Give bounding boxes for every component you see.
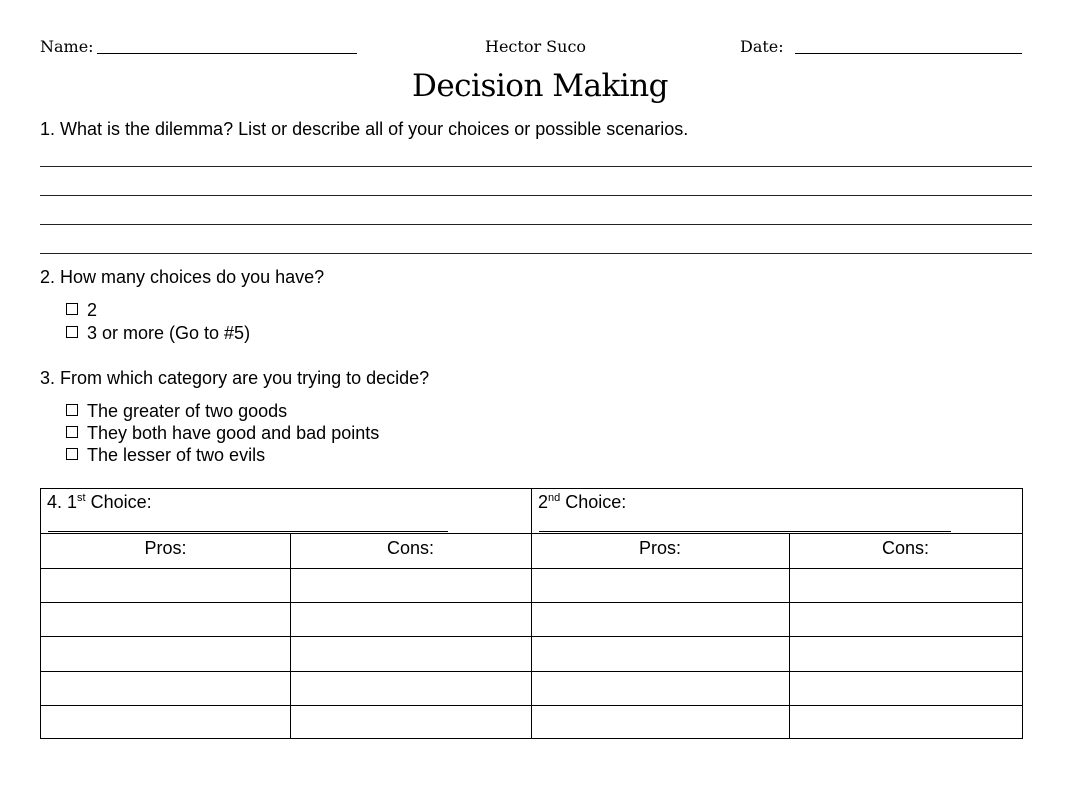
question-2: 2. How many choices do you have? xyxy=(40,267,325,287)
q2-option-three-or-more[interactable] xyxy=(66,322,250,344)
table-cell[interactable] xyxy=(41,705,290,738)
name-blank[interactable] xyxy=(97,53,357,54)
answer-line-4[interactable] xyxy=(40,253,1032,254)
q3-option-lesser-evil[interactable] xyxy=(66,444,265,466)
checkbox[interactable] xyxy=(66,426,78,438)
choice-2-sup: nd xyxy=(548,492,561,504)
question-1: 1. What is the dilemma? List or describe all of your choices or possible scenarios. xyxy=(40,119,689,139)
answer-line-1[interactable] xyxy=(40,166,1032,167)
page-title: Decision Making xyxy=(411,68,668,104)
name-label: Name: xyxy=(40,37,94,56)
table-cell[interactable] xyxy=(531,568,789,602)
cons-header-choice-1: Cons: xyxy=(386,538,435,558)
option-label: The lesser of two evils xyxy=(87,445,266,465)
table-cell[interactable] xyxy=(41,568,290,602)
q3-option-greater-good[interactable] xyxy=(66,400,287,422)
table-cell[interactable] xyxy=(789,568,1022,602)
choice-1-blank[interactable] xyxy=(48,531,448,532)
table-cell[interactable] xyxy=(789,705,1022,738)
table-cell[interactable] xyxy=(531,705,789,738)
option-label: They both have good and bad points xyxy=(87,423,380,443)
option-label: The greater of two goods xyxy=(87,401,288,421)
choice-2-prefix: 2 xyxy=(538,492,549,512)
choice-2-label xyxy=(538,491,626,513)
table-cell[interactable] xyxy=(290,671,531,705)
table-cell[interactable] xyxy=(41,602,290,636)
checkbox[interactable] xyxy=(66,326,78,338)
table-cell[interactable] xyxy=(531,636,789,671)
table-cell[interactable] xyxy=(290,568,531,602)
pros-cons-table xyxy=(40,488,1023,739)
pros-header-choice-1: Pros: xyxy=(144,538,187,558)
table-cell[interactable] xyxy=(531,602,789,636)
table-cell[interactable] xyxy=(789,636,1022,671)
table-cell[interactable] xyxy=(789,671,1022,705)
table-cell[interactable] xyxy=(290,636,531,671)
choice-2-blank[interactable] xyxy=(539,531,951,532)
q3-option-good-and-bad[interactable] xyxy=(66,422,379,444)
choice-1-prefix: 4. 1 xyxy=(47,492,78,512)
checkbox[interactable] xyxy=(66,404,78,416)
pros-header-choice-2: Pros: xyxy=(638,538,681,558)
table-cell[interactable] xyxy=(789,602,1022,636)
option-label: 3 or more (Go to #5) xyxy=(87,323,251,343)
question-3: 3. From which category are you trying to decide? xyxy=(40,368,430,388)
date-blank[interactable] xyxy=(795,53,1022,54)
author-name: Hector Suco xyxy=(485,37,587,56)
checkbox[interactable] xyxy=(66,303,78,315)
q2-option-two[interactable] xyxy=(66,299,97,321)
checkbox[interactable] xyxy=(66,448,78,460)
choice-1-suffix: Choice: xyxy=(85,492,152,512)
table-cell[interactable] xyxy=(290,705,531,738)
cons-header-choice-2: Cons: xyxy=(881,538,930,558)
table-cell[interactable] xyxy=(41,671,290,705)
date-label: Date: xyxy=(740,37,784,56)
choice-1-sup: st xyxy=(77,492,86,504)
answer-line-2[interactable] xyxy=(40,195,1032,196)
answer-line-3[interactable] xyxy=(40,224,1032,225)
choice-2-suffix: Choice: xyxy=(560,492,627,512)
table-cell[interactable] xyxy=(290,602,531,636)
table-cell[interactable] xyxy=(41,636,290,671)
choice-1-label xyxy=(47,491,152,513)
table-cell[interactable] xyxy=(531,671,789,705)
option-label: 2 xyxy=(87,300,98,320)
